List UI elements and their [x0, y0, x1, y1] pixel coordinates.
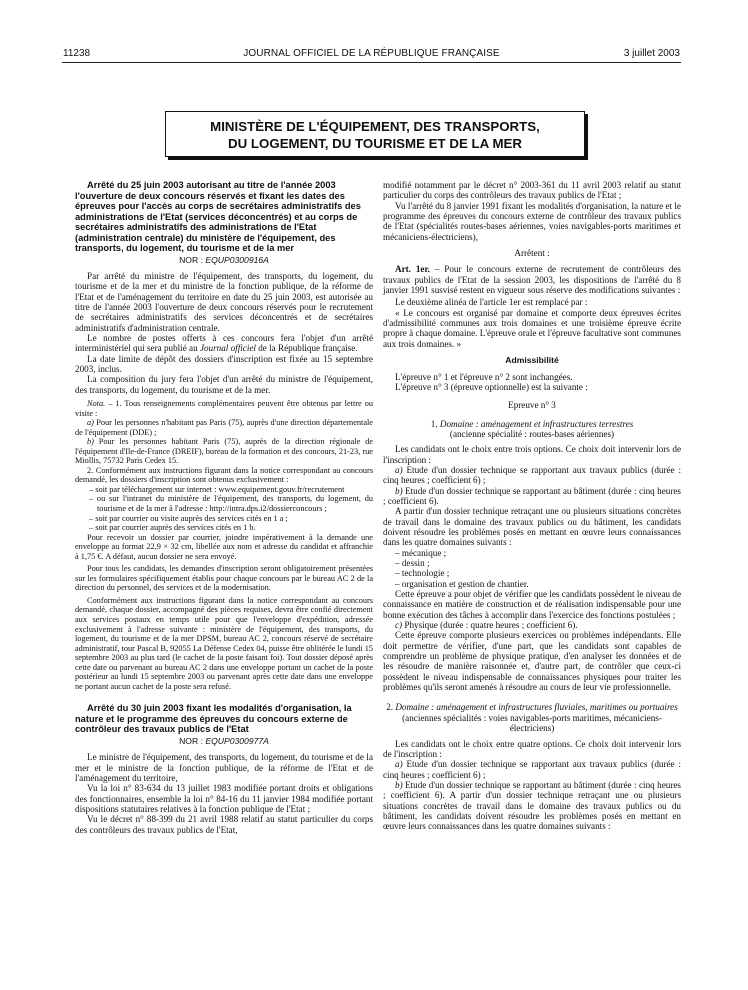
paragraph: Cette épreuve a pour objet de vérifier que les candidats possèdent le niveau de connaissance en matière de construction et de réalisation indispensable pour une bonne exécution des tâches à accomplir dans l'exercice des fonctions postulées ;: [383, 589, 681, 620]
nor-label: NOR :: [179, 254, 203, 265]
paragraph: Le deuxième alinéa de l'article 1er est remplacé par :: [395, 297, 588, 308]
nota-intro: Nota. – 1. Tous renseignements complémentaires peuvent être obtenus par lettre ou visite :: [75, 398, 373, 418]
nota-item-a: a) Pour les personnes n'habitant pas Paris (75), auprès d'une direction départementale de l'équipement (DDE) ;: [75, 418, 373, 437]
article-1: Art. 1er. – Pour le concours externe de recrutement de contrôleurs des travaux publics de l'Etat de la session 2003, les dispositions de l'arrêté du 8 janvier 1991 susvisé restent en vigueur sous réserve des modifications suivantes :: [383, 264, 681, 296]
option-a: a) Etude d'un dossier technique se rapportant aux travaux publics (durée : cinq heures ; coefficient 6) ;: [383, 464, 681, 486]
admissibilite-heading: Admissibilité: [505, 355, 559, 366]
left-column: [75, 180, 373, 835]
nota-paragraph: Pour tous les candidats, les demandes d'inscription seront obligatoirement présentées sur les formulaires spécifiquement établis pour chaque concours par le bureau AC 2 de la direction du personnel, des services et de la modernisation.: [75, 564, 373, 593]
paragraph: L'épreuve n° 3 (épreuve optionnelle) est la suivante :: [395, 381, 588, 392]
issue-date: 3 juillet 2003: [623, 48, 680, 59]
nota-block: [75, 399, 373, 691]
list-item: – dessin ;: [395, 558, 430, 568]
option-a: a) Etude d'un dossier technique se rapportant aux travaux publics (durée : cinq heures ; coefficient 6) ;: [383, 759, 681, 780]
header-rule: [62, 62, 681, 63]
nor-reference-1: [75, 255, 373, 265]
domain-1-subtitle: (ancienne spécialité : routes-bases aériennes): [449, 428, 615, 439]
paragraph: Par arrêté du ministre de l'équipement, des transports, du logement, du tourisme et de la mer et du ministre de la fonction publique, de la réforme de l'Etat et de l'aménagement du territoire en date du 25 juin 2003, est autorisée au titre de l'année 2003 l'ouverture de deux concours réservés pour le recrutement de secrétaires administratifs des services déconcentrés et de secrétaires administratifs d'administration centrale.: [75, 270, 373, 333]
paragraph: A partir d'un dossier technique retraçant une ou plusieurs situations concrètes de travail dans le domaine des travaux publics ou du bâtiment, les candidats doivent résoudre les problèmes posés en mettant en œuvre leurs connaissances dans les quatre domaines suivants :: [383, 506, 681, 548]
ministry-line-2: DU LOGEMENT, DU TOURISME ET DE LA MER: [227, 136, 523, 151]
nota-list-item: – ou sur l'intranet du ministère de l'équipement, des transports, du logement, du tourisme et de la mer à l'adresse : http://intra.dps.i2/dossierconcours ;: [89, 494, 373, 513]
paragraph: Le nombre de postes offerts à ces concours fera l'objet d'un arrêté interministériel qui sera publié au Journal officiel de la République française.: [75, 332, 373, 354]
option-b: b) Etude d'un dossier technique se rapportant au bâtiment (durée : cinq heures ; coefficient 6). A partir d'un dossier technique retraçant une ou plusieurs situations concrètes de travail dans le domaine des travaux publics ou du bâtiment, les candidats doivent résoudre les problèmes posés en mettant en œuvre leurs connaissances dans les quatre domaines suivants :: [383, 779, 681, 832]
paragraph: modifié notamment par le décret n° 2003-361 du 11 avril 2003 relatif au statut particulier du corps des contrôleurs des travaux publics de l'Etat ;: [383, 180, 681, 201]
nor-code: EQUP0300977A: [205, 735, 269, 746]
nota-list-item: – soit par courrier auprès des services cités en 1 b.: [89, 523, 256, 533]
nor-code: EQUP0300916A: [205, 254, 269, 265]
arretent-heading: Arrêtent :: [514, 248, 550, 259]
option-c: c) Physique (durée : quatre heures ; coefficient 6).: [395, 620, 578, 631]
decree-title-1: Arrêté du 25 juin 2003 autorisant au titre de l'année 2003 l'ouverture de deux concours réservés et fixant les dates des épreuves pour l'accès au corps de secrétaires administratifs des administrations de l'Etat (services déconcentrés) et au corps de secrétaires administratifs des administrations de l'Etat (administration centrale) du ministère de l'équipement, des transports, du logement, du tourisme et de la mer: [75, 180, 361, 253]
decree-title-2: Arrêté du 30 juin 2003 fixant les modalités d'organisation, la nature et le programme des épreuves du concours externe de contrôleur des travaux publics de l'Etat: [75, 703, 352, 735]
nor-reference-2: [75, 736, 373, 746]
nota-paragraph: Conformément aux instructions figurant dans la notice correspondant au concours demandé, chaque dossier, accompagné des pièces requises, devra être confié directement aux services postaux en temps utile pour que l'enveloppe d'expédition, adressée exclusivement à l'adresse suivante : ministère de l'équipement, des transports, du logement, du tourisme et de la mer DPSM, bureau AC 2, concours réservé de secrétaire administratif, tour Pascal B, 92055 La Défense Cedex 04, puisse être oblitérée le lundi 15 septembre 2003 au plus tard (le cachet de la poste faisant foi). Tout dossier déposé après cette date ou parvenant au bureau AC 2 dans une enveloppe portant un cachet de la poste postérieur au lundi 15 septembre 2003 ou parvenant après cette date dans une enveloppe ne portant aucun cachet de la poste sera refusé.: [75, 595, 373, 691]
paragraph: La composition du jury fera l'objet d'un arrêté du ministre de l'équipement, des transports, du logement, du tourisme et de la mer.: [75, 374, 373, 395]
paragraph: L'épreuve n° 1 et l'épreuve n° 2 sont inchangées.: [395, 371, 573, 382]
domain-2-heading: 2. Domaine : aménagement et infrastructures fluviales, maritimes ou portuaires: [386, 702, 678, 713]
paragraph: Vu l'arrêté du 8 janvier 1991 fixant les modalités d'organisation, la nature et le programme des épreuves du concours externe de contrôleur des travaux publics de l'Etat (spécialités routes-bases aériennes, voies navigables-ports maritimes et mécaniciens-électriciens),: [383, 200, 681, 242]
option-b: b) Etude d'un dossier technique se rapportant au bâtiment (durée : cinq heures ; coefficient 6).: [383, 485, 681, 506]
right-column: [383, 180, 681, 832]
ministry-line-1: MINISTÈRE DE L'ÉQUIPEMENT, DES TRANSPORTS,: [210, 119, 540, 134]
list-item: – mécanique ;: [395, 547, 447, 558]
paragraph: La date limite de dépôt des dossiers d'inscription est fixée au 15 septembre 2003, inclus.: [75, 353, 373, 374]
nota-list-item: – soit par téléchargement sur internet : www.equipement.gouv.fr/recrutement: [89, 484, 345, 494]
nota-list-item: – soit par courrier ou visite auprès des services cités en 1 a ;: [89, 513, 288, 523]
page-number: 11238: [63, 48, 91, 59]
paragraph: Les candidats ont le choix entre trois options. Ce choix doit intervenir lors de l'inscription :: [383, 444, 681, 465]
domain-1-heading: 1. Domaine : aménagement et infrastructures terrestres: [430, 418, 634, 429]
paragraph: Cette épreuve comporte plusieurs exercices ou problèmes indépendants. Elle doit permettre de vérifier, d'une part, que les candidats sont capables de comprendre un problème de physique pratique, d'en analyser les données et de les résoudre de manière raisonnée et, d'autre part, de contrôler que ceux-ci possèdent le niveau indispensable de connaissances physiques pour traiter les problèmes qu'ils seront amenés à résoudre au cours de leur vie professionnelle.: [383, 630, 681, 693]
list-item: – organisation et gestion de chantier.: [395, 578, 529, 589]
paragraph: Vu le décret n° 88-399 du 21 avril 1988 relatif au statut particulier du corps des contrôleurs des travaux publics de l'Etat,: [75, 814, 373, 835]
epreuve-3-heading: Epreuve n° 3: [508, 400, 556, 411]
paragraph: Le ministre de l'équipement, des transports, du logement, du tourisme et de la mer et le ministre de la fonction publique, de la réforme de l'Etat et de l'aménagement du territoire,: [75, 752, 373, 783]
nor-label: NOR :: [179, 735, 203, 746]
journal-title: JOURNAL OFFICIEL DE LA RÉPUBLIQUE FRANÇAISE: [243, 48, 500, 59]
paragraph: Les candidats ont le choix entre quatre options. Ce choix doit intervenir lors de l'inscription :: [383, 738, 681, 759]
nota-2: 2. Conformément aux instructions figurant dans la notice correspondant au concours demandé, les dossiers d'inscription sont obtenus exclusivement :: [75, 465, 373, 485]
paragraph: Vu la loi n° 83-634 du 13 juillet 1983 modifiée portant droits et obligations des fonctionnaires, ensemble la loi n° 84-16 du 11 janvier 1984 modifiée portant dispositions statutaires relatives à la fonction publique de l'Etat ;: [75, 783, 373, 814]
domain-2-subtitle: (anciennes spécialités : voies navigables-ports maritimes, mécaniciens-électriciens): [402, 712, 662, 734]
nota-paragraph: Pour recevoir un dossier par courrier, joindre impérativement à la demande une enveloppe au format 22,9 × 32 cm, libellée aux nom et adresse du candidat et affranchie à 1,75 €. A défaut, aucun dossier ne sera envoyé.: [75, 532, 373, 561]
nota-item-b: b) Pour les personnes habitant Paris (75), auprès de la direction régionale de l'équipement d'Ile-de-France (DREIF), bureau de la formation et des concours, 21-23, rue Miollis, 75732 Paris Cedex 15.: [75, 437, 373, 466]
ministry-heading: [165, 111, 585, 157]
list-item: – technologie ;: [395, 568, 450, 579]
paragraph: « Le concours est organisé par domaine et comporte deux épreuves écrites d'admissibilité communes aux trois domaines et une troisième épreuve écrite propre à chaque domaine. L'épreuve orale et l'épreuve facultative sont communes aux trois domaines. »: [383, 307, 681, 349]
